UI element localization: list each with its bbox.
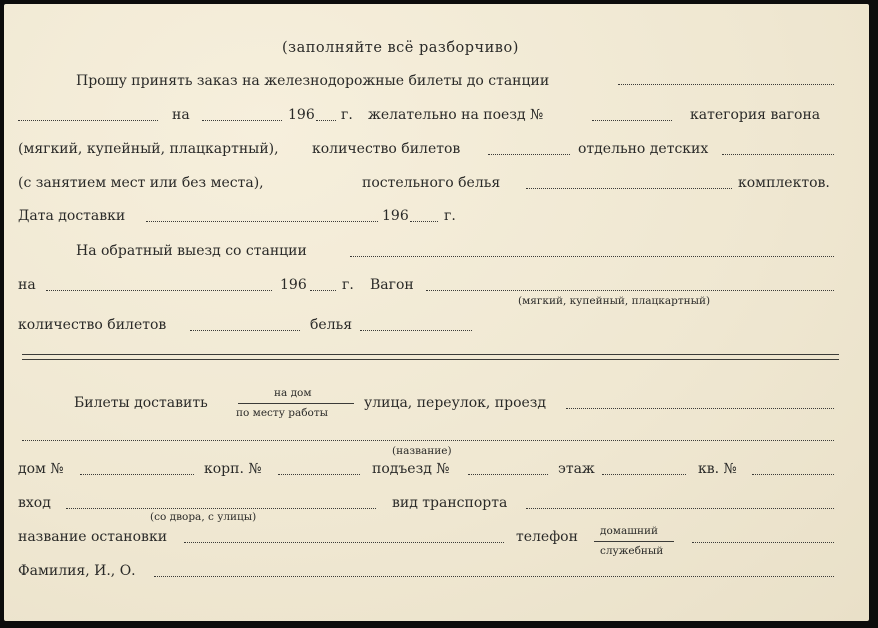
phone-work-option: служебный xyxy=(600,545,664,557)
to-work-option: по месту работы xyxy=(236,407,329,419)
building-field[interactable] xyxy=(278,474,360,475)
entry-label: вход xyxy=(18,495,51,511)
entrance-field[interactable] xyxy=(468,474,548,475)
phone-label: телефон xyxy=(516,529,578,545)
separator-bottom xyxy=(22,359,839,360)
ticket-count-field[interactable] xyxy=(488,154,570,155)
transport-label: вид транспорта xyxy=(392,495,508,511)
car-types-label: (мягкий, купейный, плацкартный), xyxy=(18,141,279,157)
return-car-label: Вагон xyxy=(370,277,414,293)
house-field[interactable] xyxy=(80,474,194,475)
delivery-option-line xyxy=(238,403,354,404)
return-tickets-label: количество билетов xyxy=(18,317,167,333)
phone-home-option: домашний xyxy=(600,525,658,537)
transport-field[interactable] xyxy=(526,508,834,509)
return-date-field[interactable] xyxy=(46,290,272,291)
return-station-field[interactable] xyxy=(350,256,834,257)
building-label: корп. № xyxy=(204,461,262,477)
return-year-suffix: г. xyxy=(342,277,354,293)
delivery-date-label: Дата доставки xyxy=(18,208,126,224)
apartment-field[interactable] xyxy=(752,474,834,475)
year-digit-field[interactable] xyxy=(316,120,336,121)
entry-hint: (со двора, с улицы) xyxy=(150,511,257,523)
children-tickets-field[interactable] xyxy=(722,154,834,155)
bedding-label: постельного белья xyxy=(362,175,501,191)
return-bedding-field[interactable] xyxy=(360,330,472,331)
separator-top xyxy=(22,354,839,355)
children-tickets-label: отдельно детских xyxy=(578,141,709,157)
on-date-label: на xyxy=(172,107,190,123)
return-year-digit-field[interactable] xyxy=(310,290,336,291)
return-car-hint: (мягкий, купейный, плацкартный) xyxy=(518,295,711,307)
train-number-label: желательно на поезд № xyxy=(368,107,544,123)
year-suffix: г. xyxy=(341,107,353,123)
to-home-option: на дом xyxy=(274,387,312,399)
return-tickets-field[interactable] xyxy=(190,330,300,331)
surname-field[interactable] xyxy=(154,576,834,577)
delivery-date-field[interactable] xyxy=(146,221,378,222)
delivery-year-prefix: 196 xyxy=(382,208,409,224)
delivery-year-suffix: г. xyxy=(444,208,456,224)
bedding-sets-field[interactable] xyxy=(526,188,732,189)
seat-option-label: (с занятием мест или без места), xyxy=(18,175,264,191)
ticket-count-label: количество билетов xyxy=(312,141,461,157)
sets-label: комплектов. xyxy=(738,175,830,191)
car-category-label: категория вагона xyxy=(690,107,821,123)
apartment-label: кв. № xyxy=(698,461,737,477)
floor-label: этаж xyxy=(558,461,595,477)
order-request-label: Прошу принять заказ на железнодорожные билеты до станции xyxy=(76,73,550,89)
street-name-hint: (название) xyxy=(392,445,452,457)
form-header: (заполняйте всё разборчиво) xyxy=(282,40,519,56)
return-on-label: на xyxy=(18,277,36,293)
destination-station-field-cont[interactable] xyxy=(18,120,158,121)
year-prefix: 196 xyxy=(288,107,315,123)
destination-station-field[interactable] xyxy=(618,84,834,85)
street-field-cont[interactable] xyxy=(22,440,834,441)
return-year-prefix: 196 xyxy=(280,277,307,293)
stop-name-field[interactable] xyxy=(184,542,504,543)
phone-field[interactable] xyxy=(692,542,834,543)
return-car-field[interactable] xyxy=(426,290,834,291)
phone-option-line xyxy=(594,541,674,542)
delivery-year-digit-field[interactable] xyxy=(410,221,438,222)
entry-field[interactable] xyxy=(66,508,376,509)
street-label: улица, переулок, проезд xyxy=(364,395,547,411)
order-form-card xyxy=(4,4,869,621)
deliver-tickets-label: Билеты доставить xyxy=(74,395,208,411)
stop-name-label: название остановки xyxy=(18,529,168,545)
return-bedding-label: белья xyxy=(310,317,353,333)
entrance-label: подъезд № xyxy=(372,461,450,477)
train-number-field[interactable] xyxy=(592,120,672,121)
travel-date-field[interactable] xyxy=(202,120,282,121)
return-station-label: На обратный выезд со станции xyxy=(76,243,307,259)
house-label: дом № xyxy=(18,461,64,477)
surname-label: Фамилия, И., О. xyxy=(18,563,136,579)
floor-field[interactable] xyxy=(602,474,686,475)
street-field[interactable] xyxy=(566,408,834,409)
